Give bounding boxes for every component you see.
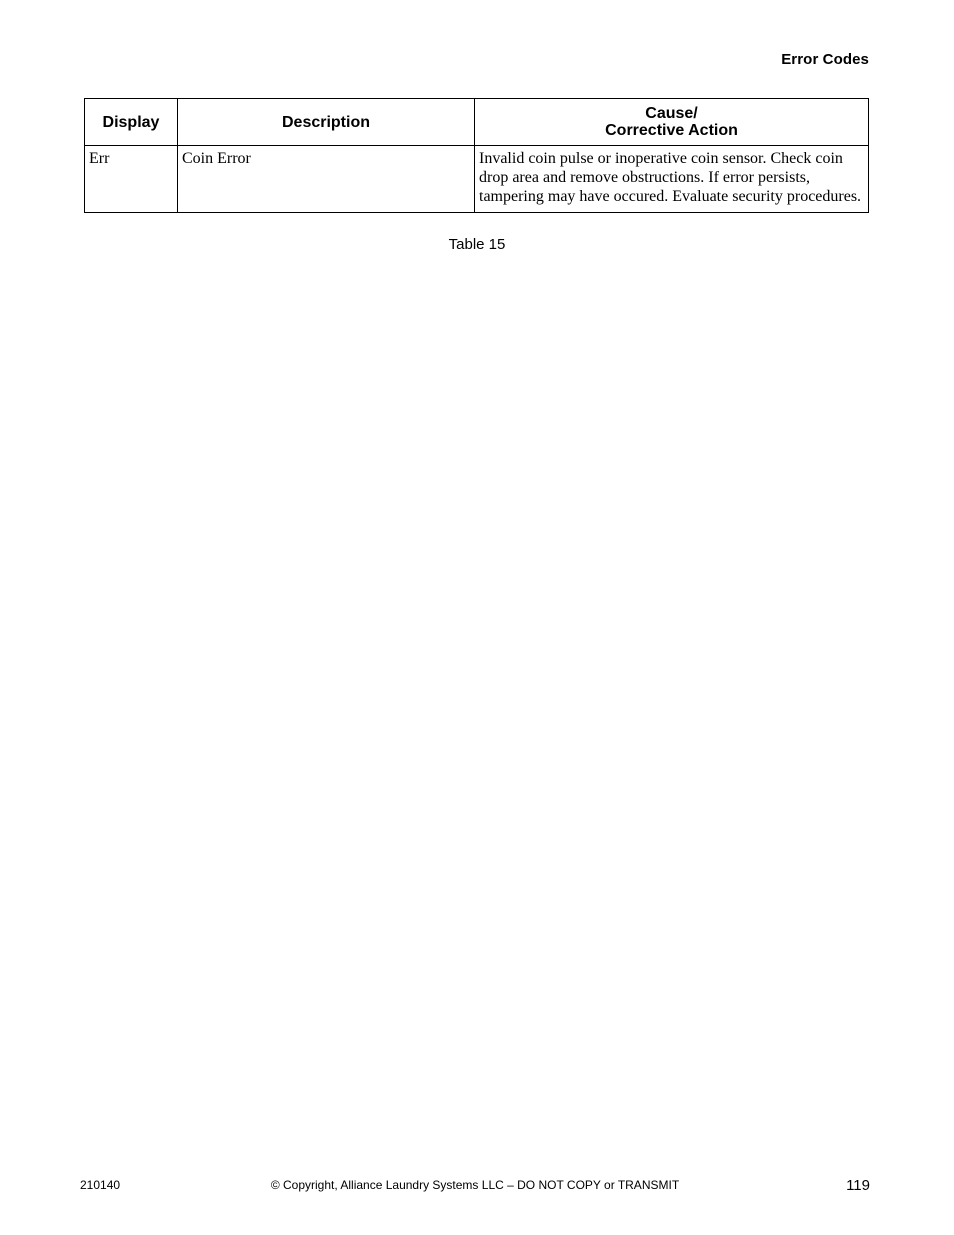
- cell-display: Err: [85, 146, 178, 213]
- error-codes-table: [84, 98, 869, 213]
- section-title: Error Codes: [781, 51, 869, 68]
- column-header-display: Display: [85, 99, 178, 146]
- column-header-cause: [475, 99, 869, 146]
- copyright-notice: © Copyright, Alliance Laundry Systems LLC – DO NOT COPY or TRANSMIT: [270, 1178, 680, 1192]
- page-footer: [80, 1177, 870, 1197]
- document-number: 210140: [80, 1178, 121, 1192]
- page-number: 119: [846, 1177, 870, 1194]
- column-header-description: Description: [178, 99, 475, 146]
- column-header-cause-line2: Corrective Action: [605, 122, 738, 139]
- cell-description: Coin Error: [178, 146, 475, 213]
- table-caption: Table 15: [448, 236, 506, 253]
- table-header-row: [85, 99, 869, 146]
- table-row: [85, 146, 869, 213]
- cell-cause: Invalid coin pulse or inoperative coin sensor. Check coin drop area and remove obstructions. If error persists, tampering may have occured. Evaluate security procedures.: [475, 146, 869, 213]
- column-header-cause-line1: Cause/: [645, 105, 698, 122]
